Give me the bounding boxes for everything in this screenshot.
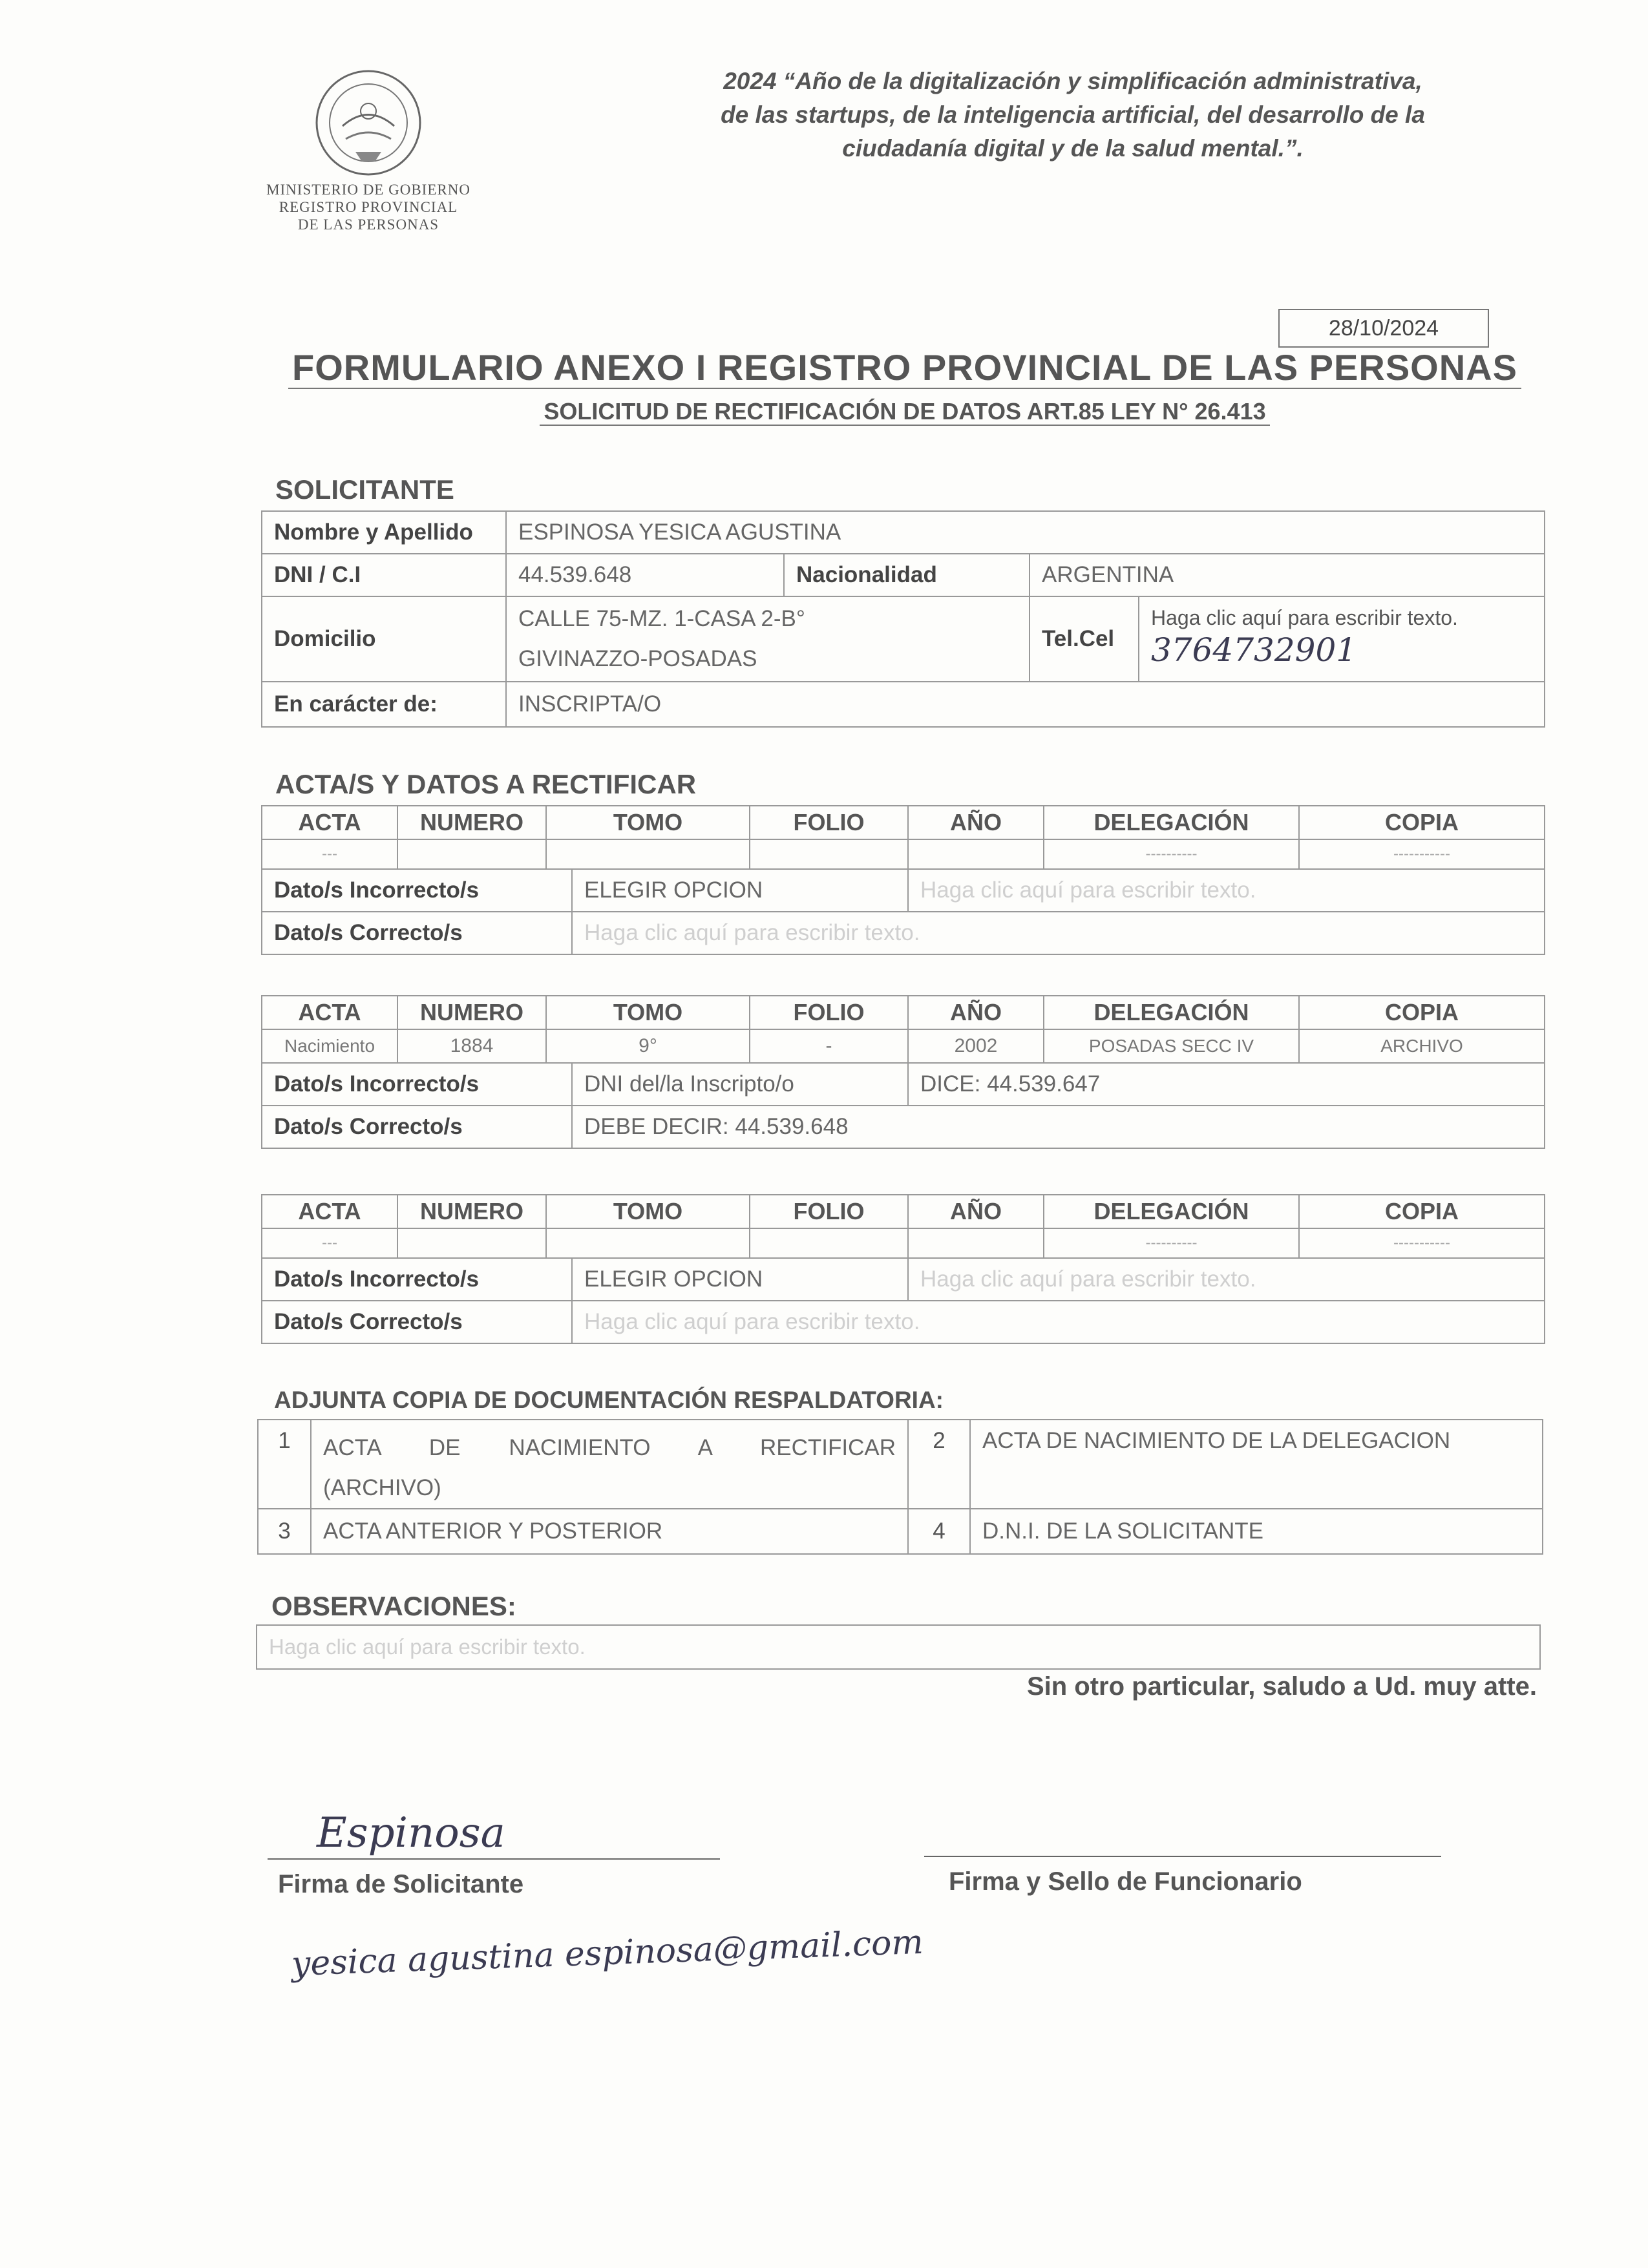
- adjunta-item-1-line1: ACTA DE NACIMIENTO A RECTIFICAR: [323, 1435, 896, 1460]
- adjunta-num: 2: [908, 1420, 970, 1509]
- nombre-field[interactable]: ESPINOSA YESICA AGUSTINA: [506, 511, 1545, 554]
- slogan-line-3: ciudadanía digital y de la salud mental.”.: [842, 135, 1304, 162]
- provincial-seal-icon: [310, 65, 427, 181]
- nacionalidad-field[interactable]: ARGENTINA: [1030, 554, 1545, 596]
- domicilio-field[interactable]: [506, 596, 1030, 682]
- col-folio: FOLIO: [750, 806, 908, 839]
- incorrect-label: Dato/s Incorrecto/s: [262, 1258, 572, 1301]
- col-tomo: TOMO: [546, 996, 750, 1029]
- adjunta-item-4: D.N.I. DE LA SOLICITANTE: [970, 1509, 1543, 1554]
- incorrect-label: Dato/s Incorrecto/s: [262, 1063, 572, 1106]
- acta-field[interactable]: ---: [262, 839, 397, 869]
- correct-text-field[interactable]: Haga clic aquí para escribir texto.: [572, 1301, 1545, 1343]
- col-tomo: TOMO: [546, 806, 750, 839]
- section-observaciones: OBSERVACIONES:: [271, 1591, 516, 1621]
- tomo-field[interactable]: 9°: [546, 1029, 750, 1063]
- nombre-label: Nombre y Apellido: [262, 511, 506, 554]
- folio-field[interactable]: [750, 839, 908, 869]
- correct-label: Dato/s Correcto/s: [262, 912, 572, 954]
- firma-solicitante-label: Firma de Solicitante: [278, 1870, 524, 1898]
- acta-field[interactable]: ---: [262, 1228, 397, 1258]
- acta-block-1: [261, 805, 1545, 955]
- form-title: [246, 346, 1564, 388]
- col-delegacion: DELEGACIÓN: [1044, 806, 1299, 839]
- col-anio: AÑO: [908, 1195, 1044, 1228]
- year-slogan: [620, 65, 1525, 165]
- col-numero: NUMERO: [397, 996, 546, 1029]
- delegacion-field[interactable]: POSADAS SECC IV: [1044, 1029, 1299, 1063]
- correct-label: Dato/s Correcto/s: [262, 1106, 572, 1148]
- copia-field[interactable]: ARCHIVO: [1299, 1029, 1545, 1063]
- incorrect-choice-dropdown[interactable]: DNI del/la Inscripto/o: [572, 1063, 908, 1106]
- col-copia: COPIA: [1299, 806, 1545, 839]
- solicitante-signature-line: [268, 1858, 720, 1860]
- form-title-text: FORMULARIO ANEXO I REGISTRO PROVINCIAL DE LAS PERSONAS: [288, 347, 1521, 389]
- incorrect-choice-dropdown[interactable]: ELEGIR OPCION: [572, 869, 908, 912]
- slogan-line-2: de las startups, de la inteligencia artificial, del desarrollo de la: [721, 101, 1425, 128]
- handwritten-email: yesica agustina espinosa@gmail.com: [291, 1922, 924, 1984]
- numero-field[interactable]: [397, 1228, 546, 1258]
- col-delegacion: DELEGACIÓN: [1044, 1195, 1299, 1228]
- tel-field[interactable]: [1139, 596, 1545, 682]
- adjunta-num: 3: [258, 1509, 311, 1554]
- col-tomo: TOMO: [546, 1195, 750, 1228]
- adjunta-item-2: ACTA DE NACIMIENTO DE LA DELEGACION: [970, 1420, 1543, 1509]
- form-date[interactable]: 28/10/2024: [1278, 309, 1489, 348]
- col-acta: ACTA: [262, 806, 397, 839]
- incorrect-text-field[interactable]: Haga clic aquí para escribir texto.: [908, 869, 1545, 912]
- adjunta-item-1-line2: (ARCHIVO): [323, 1475, 441, 1500]
- col-numero: NUMERO: [397, 806, 546, 839]
- numero-field[interactable]: 1884: [397, 1029, 546, 1063]
- tomo-field[interactable]: [546, 1228, 750, 1258]
- adjunta-num: 1: [258, 1420, 311, 1509]
- copia-field[interactable]: -----------: [1299, 839, 1545, 869]
- closing-text: Sin otro particular, saludo a Ud. muy atte.: [1026, 1672, 1537, 1701]
- adjunta-table: [257, 1419, 1543, 1555]
- adjunta-num: 4: [908, 1509, 970, 1554]
- tel-placeholder: Haga clic aquí para escribir texto.: [1151, 606, 1458, 629]
- col-anio: AÑO: [908, 996, 1044, 1029]
- observaciones-field[interactable]: Haga clic aquí para escribir texto.: [256, 1624, 1541, 1670]
- dni-field[interactable]: 44.539.648: [506, 554, 784, 596]
- form-subtitle-text: SOLICITUD DE RECTIFICACIÓN DE DATOS ART.85 LEY N° 26.413: [540, 398, 1269, 426]
- folio-field[interactable]: -: [750, 1029, 908, 1063]
- col-acta: ACTA: [262, 996, 397, 1029]
- col-copia: COPIA: [1299, 996, 1545, 1029]
- delegacion-field[interactable]: ----------: [1044, 1228, 1299, 1258]
- dni-label: DNI / C.I: [262, 554, 506, 596]
- domicilio-line-1: CALLE 75-MZ. 1-CASA 2-B°: [518, 606, 805, 631]
- incorrect-label: Dato/s Incorrecto/s: [262, 869, 572, 912]
- domicilio-line-2: GIVINAZZO-POSADAS: [518, 646, 757, 671]
- adjunta-item-1: [311, 1420, 908, 1509]
- incorrect-choice-dropdown[interactable]: ELEGIR OPCION: [572, 1258, 908, 1301]
- incorrect-text-field[interactable]: DICE: 44.539.647: [908, 1063, 1545, 1106]
- tel-label: Tel.Cel: [1030, 596, 1139, 682]
- funcionario-signature-line: [924, 1856, 1441, 1857]
- acta-block-2: [261, 995, 1545, 1149]
- correct-text-field[interactable]: DEBE DECIR: 44.539.648: [572, 1106, 1545, 1148]
- ministry-line-2: REGISTRO PROVINCIAL: [279, 199, 458, 215]
- col-folio: FOLIO: [750, 1195, 908, 1228]
- acta-block-3: [261, 1194, 1545, 1344]
- firma-funcionario-label: Firma y Sello de Funcionario: [949, 1867, 1302, 1896]
- delegacion-field[interactable]: ----------: [1044, 839, 1299, 869]
- correct-text-field[interactable]: Haga clic aquí para escribir texto.: [572, 912, 1545, 954]
- tel-handwritten: 3764732901: [1151, 631, 1357, 669]
- adjunta-item-3: ACTA ANTERIOR Y POSTERIOR: [311, 1509, 908, 1554]
- section-actas: ACTA/S Y DATOS A RECTIFICAR: [275, 769, 697, 799]
- caracter-field[interactable]: INSCRIPTA/O: [506, 682, 1545, 727]
- caracter-label: En carácter de:: [262, 682, 506, 727]
- anio-field[interactable]: [908, 839, 1044, 869]
- nacionalidad-label: Nacionalidad: [784, 554, 1030, 596]
- col-acta: ACTA: [262, 1195, 397, 1228]
- col-numero: NUMERO: [397, 1195, 546, 1228]
- anio-field[interactable]: 2002: [908, 1029, 1044, 1063]
- ministry-logo: [259, 65, 478, 233]
- incorrect-text-field[interactable]: Haga clic aquí para escribir texto.: [908, 1258, 1545, 1301]
- folio-field[interactable]: [750, 1228, 908, 1258]
- ministry-line-3: DE LAS PERSONAS: [297, 216, 439, 233]
- solicitante-signature: Espinosa: [317, 1809, 505, 1857]
- copia-field[interactable]: -----------: [1299, 1228, 1545, 1258]
- section-adjunta: ADJUNTA COPIA DE DOCUMENTACIÓN RESPALDATORIA:: [274, 1387, 944, 1413]
- ministry-line-1: MINISTERIO DE GOBIERNO: [266, 182, 470, 198]
- col-anio: AÑO: [908, 806, 1044, 839]
- form-subtitle: [246, 398, 1564, 425]
- anio-field[interactable]: [908, 1228, 1044, 1258]
- col-delegacion: DELEGACIÓN: [1044, 996, 1299, 1029]
- domicilio-label: Domicilio: [262, 596, 506, 682]
- tomo-field[interactable]: [546, 839, 750, 869]
- solicitante-table: [261, 510, 1545, 728]
- acta-field[interactable]: Nacimiento: [262, 1029, 397, 1063]
- col-folio: FOLIO: [750, 996, 908, 1029]
- section-solicitante: SOLICITANTE: [275, 474, 454, 505]
- slogan-line-1: 2024 “Año de la digitalización y simplificación administrativa,: [723, 68, 1422, 94]
- correct-label: Dato/s Correcto/s: [262, 1301, 572, 1343]
- numero-field[interactable]: [397, 839, 546, 869]
- col-copia: COPIA: [1299, 1195, 1545, 1228]
